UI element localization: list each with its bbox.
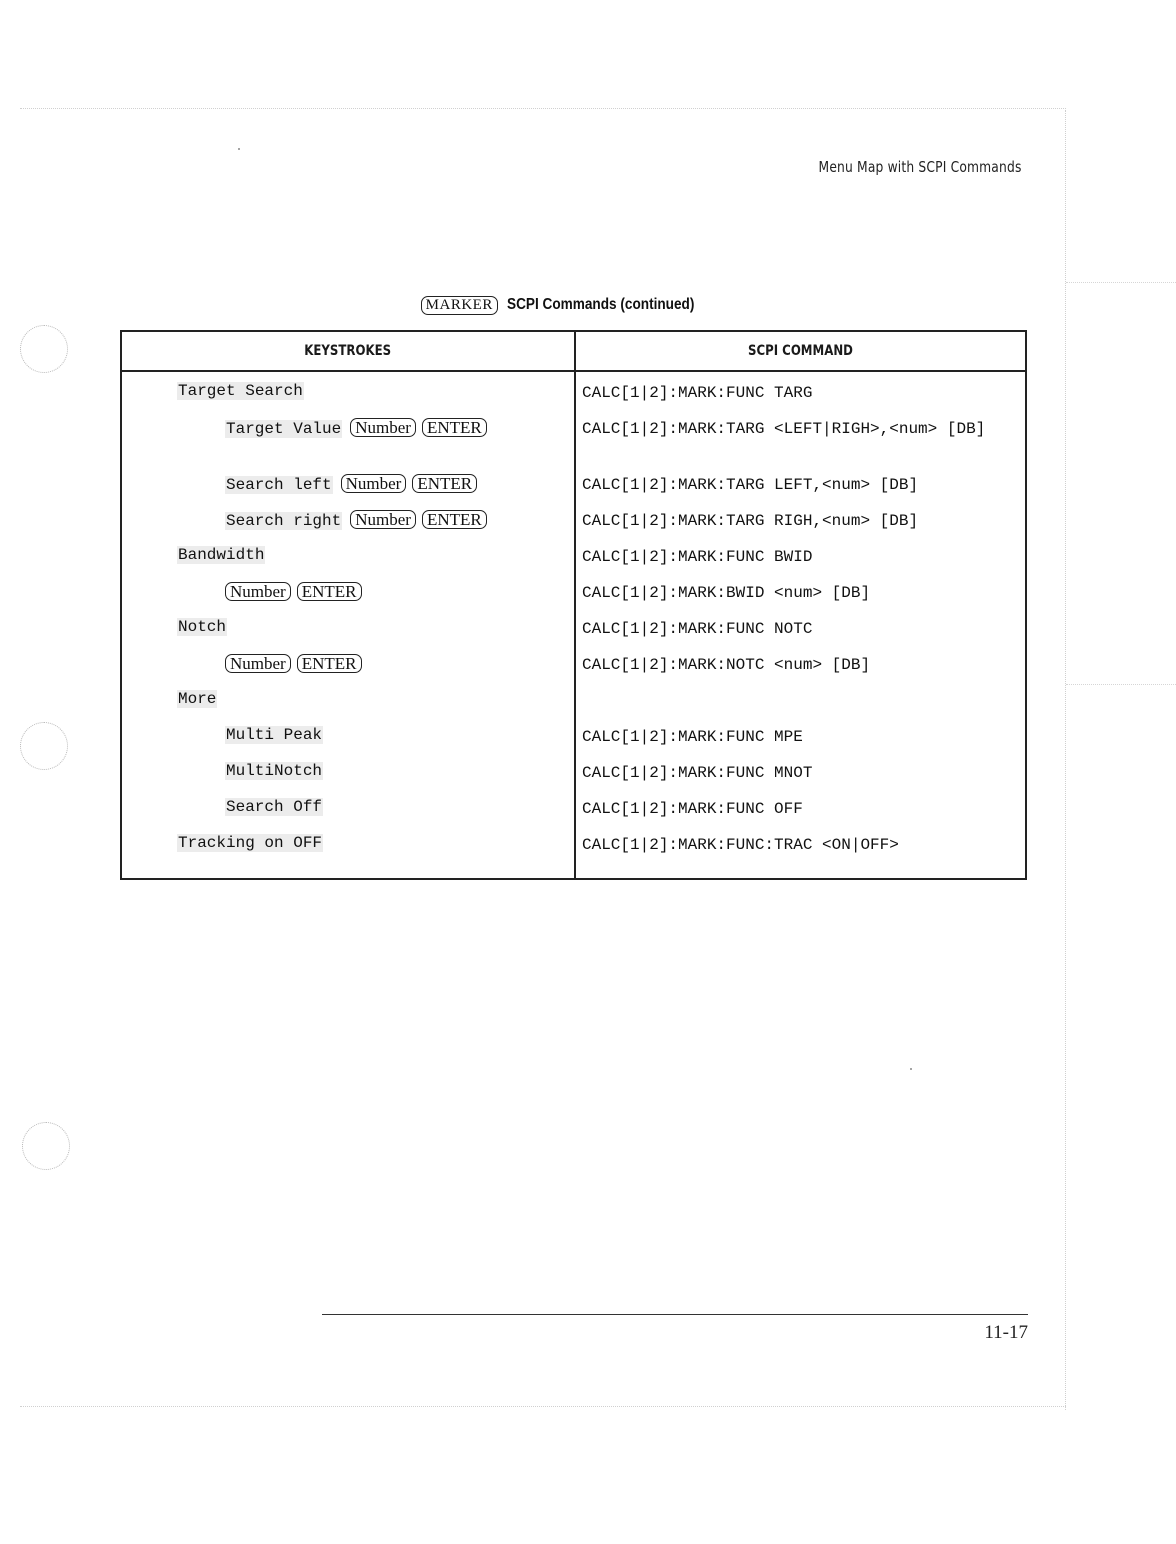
softkey-search-right: Search right [226,512,342,530]
column-header-scpi-command: SCPI COMMAND [575,331,1026,371]
marker-key-label: MARKER [421,296,498,315]
table-caption [0,296,1148,315]
punch-hole [20,722,68,770]
punch-hole [20,325,68,373]
page-trim-side-mark [1066,282,1176,283]
softkey-search-off: Search Off [226,798,323,816]
table-row [121,409,1026,465]
column-header-keystrokes: KEYSTROKES [121,331,575,371]
number-key: Number [225,582,291,601]
scpi-command: CALC[1|2]:MARK:FUNC TARG [582,384,813,402]
table-row [121,609,1026,645]
scan-speck [910,1068,912,1070]
scpi-command: CALC[1|2]:MARK:FUNC OFF [582,800,803,818]
table-row [121,717,1026,753]
table-row [121,501,1026,537]
softkey-multinotch: MultiNotch [226,762,323,780]
punch-hole [22,1122,70,1170]
enter-key: ENTER [422,418,487,437]
scpi-command: CALC[1|2]:MARK:NOTC <num> [DB] [582,656,871,674]
softkey-search-left: Search left [226,476,332,494]
table-row [121,681,1026,717]
number-key: Number [341,474,407,493]
number-key: Number [225,654,291,673]
softkey-bandwidth: Bandwidth [178,546,265,564]
softkey-tracking-on-off: Tracking on OFF [178,834,323,852]
caption-text: SCPI Commands (continued) [506,296,695,313]
scpi-command: CALC[1|2]:MARK:BWID <num> [DB] [582,584,871,602]
scpi-command: CALC[1|2]:MARK:FUNC BWID [582,548,813,566]
table-row [121,537,1026,573]
footer-rule [322,1314,1028,1315]
page-trim-side-mark [1066,684,1176,685]
table-row [121,573,1026,609]
number-key: Number [350,510,416,529]
table-row [121,753,1026,789]
table-row [121,825,1026,879]
table-row [121,465,1026,501]
enter-key: ENTER [297,582,362,601]
scpi-command-table [120,330,1027,880]
table-row [121,789,1026,825]
scpi-command: CALC[1|2]:MARK:TARG RIGH,<num> [DB] [582,512,919,530]
softkey-more: More [178,690,217,708]
scpi-command: CALC[1|2]:MARK:FUNC MNOT [582,764,813,782]
scpi-command: CALC[1|2]:MARK:FUNC:TRAC <ON|OFF> [582,836,899,854]
enter-key: ENTER [412,474,477,493]
softkey-target-search: Target Search [178,382,303,400]
scpi-command: CALC[1|2]:MARK:TARG LEFT,<num> [DB] [582,476,919,494]
table-row [121,645,1026,681]
scan-speck [238,148,240,150]
softkey-multi-peak: Multi Peak [226,726,323,744]
table-row [121,371,1026,409]
page-number: 11-17 [984,1322,1028,1343]
softkey-notch: Notch [178,618,227,636]
number-key: Number [350,418,416,437]
scpi-command: CALC[1|2]:MARK:TARG <LEFT|RIGH>,<num> [DB] [582,420,986,438]
page-trim-bottom [20,1406,1066,1407]
running-head: Menu Map with SCPI Commands [819,158,1022,176]
page-trim-top [20,108,1066,109]
enter-key: ENTER [297,654,362,673]
enter-key: ENTER [422,510,487,529]
softkey-target-value: Target Value [226,420,342,438]
scpi-command: CALC[1|2]:MARK:FUNC NOTC [582,620,813,638]
scpi-command: CALC[1|2]:MARK:FUNC MPE [582,728,803,746]
